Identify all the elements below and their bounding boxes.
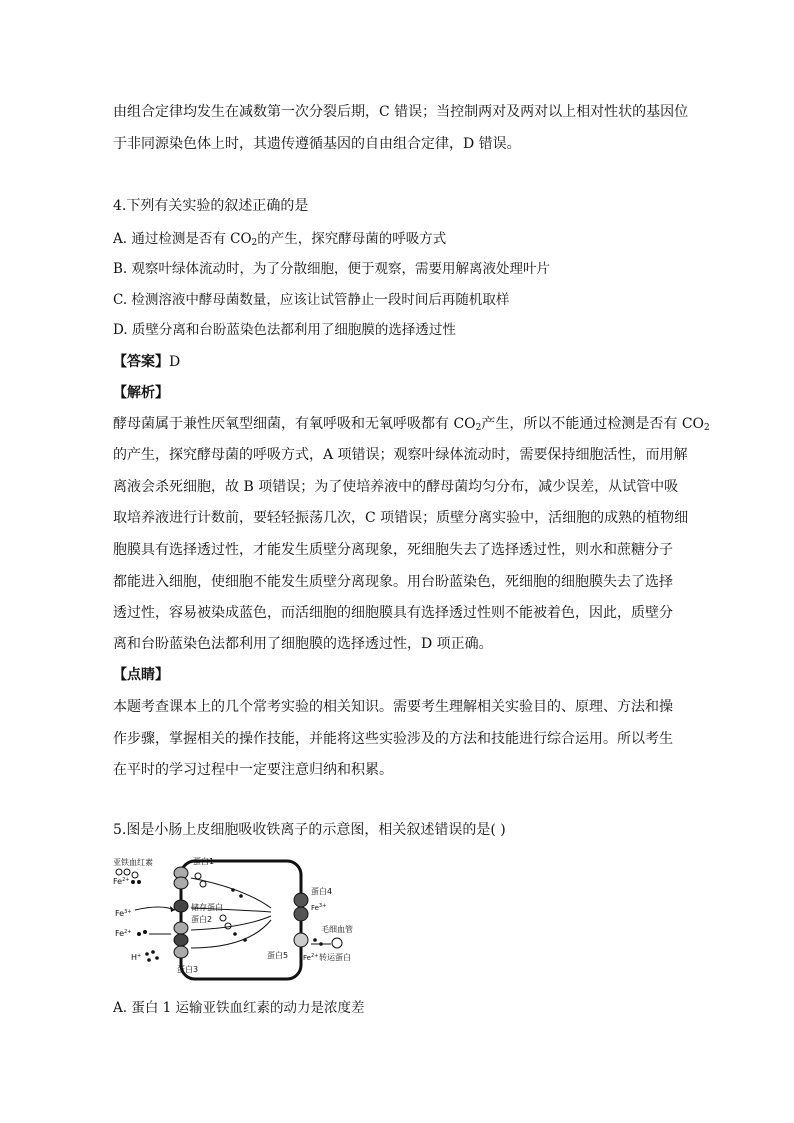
- q5-option-a: A. 蛋白 1 运输亚铁血红素的动力是浓度差: [113, 1000, 365, 1016]
- h-dot: [147, 958, 151, 962]
- q4-option-c: C. 检测溶液中酵母菌数量，应该让试管静止一段时间后再随机取样: [113, 292, 510, 308]
- protein-4-shape: [294, 893, 308, 907]
- q4-option-d: D. 质壁分离和台盼蓝染色法都利用了细胞膜的选择透过性: [113, 322, 456, 338]
- heme-dot: [116, 869, 122, 875]
- label-protein-3: 蛋白3: [177, 965, 199, 974]
- fe-dot: [137, 932, 141, 936]
- continuation-line-1: 由组合定律均发生在减数第一次分裂后期，C 错误；当控制两对及两对以上相对性状的基因位: [113, 104, 689, 120]
- fe-dot: [137, 880, 141, 884]
- q4-analysis-line-5: 胞膜具有选择透过性，才能发生质壁分离现象，死细胞失去了选择透过性，则水和蔗糖分子: [113, 542, 673, 558]
- label-fe2-lower: $Fe^{2+}$: [115, 929, 132, 938]
- heme-dot: [124, 869, 130, 875]
- fe-dot: [131, 880, 135, 884]
- h-dot: [151, 950, 155, 954]
- label-protein-4: 蛋白4: [311, 887, 333, 896]
- storage-protein-shape: [174, 900, 188, 912]
- label-h-plus: H+: [131, 953, 142, 962]
- q4-stem: 4.下列有关实验的叙述正确的是: [113, 198, 309, 214]
- q4-analysis-line-6: 都能进入细胞，使细胞不能发生质壁分离现象。用台盼蓝染色，死细胞的细胞膜失去了选择: [113, 574, 673, 590]
- fe3-arrow: [135, 907, 175, 910]
- transport-protein-shape: [332, 938, 342, 948]
- fe-dot-flow: [243, 938, 247, 942]
- h-dot: [155, 956, 159, 960]
- fe-dot-blood: [313, 938, 317, 942]
- label-capillary: 毛细血管: [321, 925, 353, 934]
- q4-option-a: A. 通过检测是否有 $CO_2$的产生，探究酵母菌的呼吸方式: [113, 231, 447, 248]
- q4-analysis-line-1: 酵母菌属于兼性厌氧型细菌，有氧呼吸和无氧呼吸都有 $CO_2$产生，所以不能通过检测是否有 $CO_2$: [113, 416, 710, 433]
- label-storage-protein: 储存蛋白: [191, 903, 223, 912]
- label-fe2-right: $Fe^{2+}$: [303, 953, 319, 962]
- q4-analysis-line-2: 的产生，探究酵母菌的呼吸方式，A 项错误；观察叶绿体流动时，需要保持细胞活性，而用解: [113, 447, 688, 463]
- q4-option-b: B. 观察叶绿体流动时，为了分散细胞，便于观察，需要用解离液处理叶片: [113, 261, 551, 277]
- fe-dot-inside: [220, 915, 226, 921]
- protein-3-shape: [174, 946, 188, 958]
- protein-3-shape: [174, 934, 188, 946]
- fe-dot-flow: [239, 894, 243, 898]
- heme-dot-inside: [200, 881, 206, 887]
- protein-1-shape: [174, 877, 188, 889]
- protein-5-shape: [294, 933, 308, 947]
- label-fe3-right: $Fe^{3+}$: [311, 903, 327, 912]
- heme-dot-inside: [195, 873, 201, 879]
- fe-dot-flow: [231, 888, 235, 892]
- q4-analysis-label: 【解析】: [113, 385, 169, 401]
- continuation-line-2: 于非同源染色体上时，其遗传遵循基因的自由组合定律，D 错误。: [113, 136, 521, 152]
- q4-comment-line-3: 在平时的学习过程中一定要注意归纳和积累。: [113, 762, 393, 778]
- q4-comment-line-1: 本题考查课本上的几个常考实验的相关知识。需要考生理解相关实验目的、原理、方法和操: [113, 699, 673, 715]
- q4-analysis-line-4: 取培养液进行计数前，要轻轻振荡几次，C 项错误；质壁分离实验中，活细胞的成熟的植物细: [113, 510, 689, 526]
- h-dot: [145, 952, 149, 956]
- fe-dot: [143, 930, 147, 934]
- q5-stem: 5.图是小肠上皮细胞吸收铁离子的示意图，相关叙述错误的是( ): [113, 822, 506, 838]
- q4-analysis-line-8: 离和台盼蓝染色法都利用了细胞膜的选择透过性，D 项正确。: [113, 636, 493, 652]
- label-fe3-left: $Fe^{3+}$: [115, 909, 132, 918]
- q4-comment-line-2: 作步骤，掌握相关的操作技能，并能将这些实验涉及的方法和技能进行综合运用。所以考生: [113, 731, 673, 747]
- q4-comment-label: 【点睛】: [113, 667, 169, 683]
- label-heme: 亚铁血红素: [113, 858, 153, 867]
- protein-2-shape: [174, 922, 188, 934]
- label-fe2-left: $Fe^{2+}$: [113, 877, 130, 886]
- fe-dot-flow: [233, 932, 237, 936]
- q4-answer: 【答案】D: [113, 354, 181, 370]
- heme-dot: [132, 872, 138, 878]
- label-protein-5: 蛋白5: [267, 951, 289, 960]
- q4-analysis-line-7: 透过性，容易被染成蓝色，而活细胞的细胞膜具有选择透过性则不能被着色，因此，质壁分: [113, 605, 673, 621]
- protein-4-shape: [294, 907, 308, 921]
- q4-analysis-line-3: 离液会杀死细胞，故 B 项错误；为了使培养液中的酵母菌均匀分布，减少误差，从试管中吸: [113, 479, 679, 495]
- fe-dot-inside: [225, 923, 231, 929]
- label-protein-1: 蛋白1: [193, 857, 215, 866]
- iron-absorption-diagram: [113, 848, 353, 983]
- label-protein-2: 蛋白2: [191, 915, 213, 924]
- label-transport-protein: 转运蛋白: [319, 953, 351, 962]
